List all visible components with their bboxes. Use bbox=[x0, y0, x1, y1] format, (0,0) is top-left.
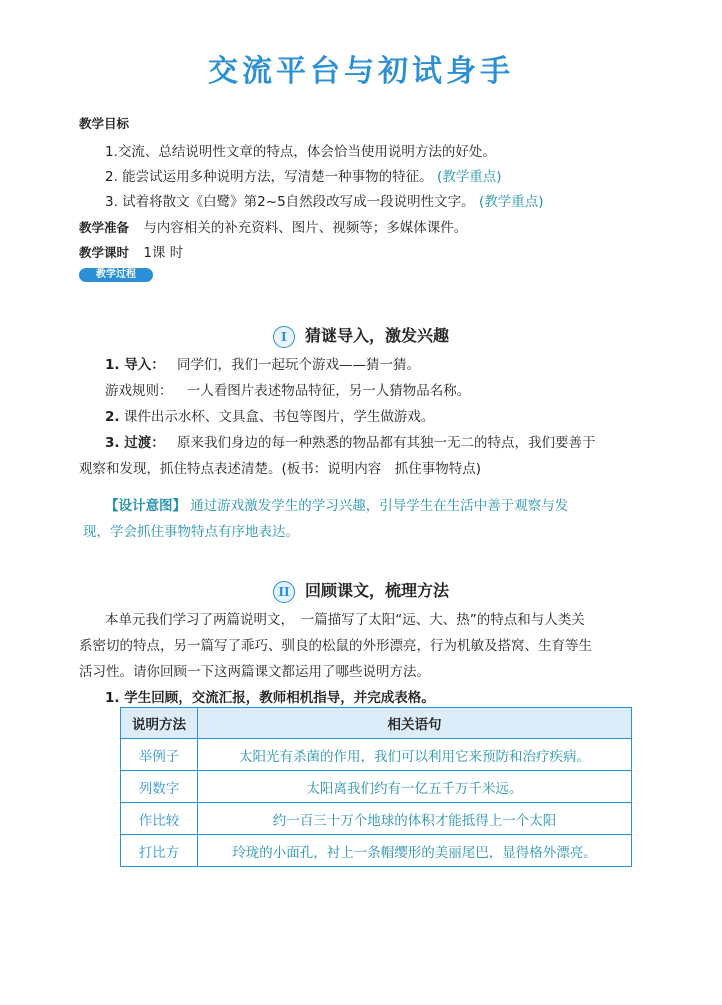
step-2 bbox=[105, 407, 434, 427]
step-1 bbox=[105, 355, 420, 375]
section-title: 回顾课文，梳理方法 bbox=[304, 581, 449, 600]
step-3-continued: 观察和发现，抓住特点表述清楚。(板书：说明内容 抓住事物特点) bbox=[79, 461, 482, 477]
section-1-heading bbox=[0, 325, 722, 348]
sentence-cell: 太阳光有杀菌的作用，我们可以利用它来预防和治疗疾病。 bbox=[198, 739, 632, 771]
method-cell: 举例子 bbox=[121, 739, 198, 771]
explanation-methods-table bbox=[120, 707, 632, 867]
sentence-cell: 约一百三十万个地球的体积才能抵得上一个太阳 bbox=[198, 803, 632, 835]
table-row bbox=[121, 771, 632, 803]
objective-item bbox=[105, 142, 496, 162]
sentence-cell: 太阳离我们约有一亿五千万千米远。 bbox=[198, 771, 632, 803]
table-row bbox=[121, 803, 632, 835]
teaching-process-badge: 教学过程 bbox=[79, 268, 153, 282]
game-rules bbox=[105, 381, 470, 401]
rules-label: 游戏规则： bbox=[105, 383, 173, 399]
objectives-heading: 教学目标 bbox=[79, 116, 130, 131]
step-label: 3. 过渡： bbox=[105, 435, 165, 451]
table-row bbox=[121, 835, 632, 867]
objective-item bbox=[105, 167, 502, 187]
key-point-tag: (教学重点) bbox=[478, 194, 544, 210]
table-header-row bbox=[121, 708, 632, 739]
preparation-label: 教学准备 bbox=[79, 220, 130, 235]
method-cell: 列数字 bbox=[121, 771, 198, 803]
section-title: 猜谜导入，激发兴趣 bbox=[304, 326, 449, 345]
roman-numeral-icon: I bbox=[273, 326, 295, 348]
objective-text: 1.交流、总结说明性文章的特点，体会恰当使用说明方法的好处。 bbox=[105, 144, 496, 160]
step-text: 原来我们身边的每一种熟悉的物品都有其独一无二的特点，我们要善于 bbox=[177, 435, 596, 451]
table-task: 1. 学生回顾，交流汇报，教师相机指导，并完成表格。 bbox=[105, 690, 435, 706]
period-label: 教学课时 bbox=[79, 245, 130, 260]
objective-item bbox=[105, 192, 544, 212]
design-intent-continued: 现，学会抓住事物特点有序地表达。 bbox=[83, 524, 299, 540]
column-header: 说明方法 bbox=[121, 708, 198, 739]
intro-paragraph-line: 系密切的特点，另一篇写了乖巧、驯良的松鼠的外形漂亮，行为机敏及搭窝、生育等生 bbox=[79, 638, 592, 654]
preparation-row bbox=[79, 218, 467, 238]
step-label: 2. bbox=[105, 409, 120, 425]
step-3 bbox=[105, 433, 596, 453]
period-row bbox=[79, 243, 183, 263]
step-label: 1. 导入： bbox=[105, 357, 165, 373]
design-intent bbox=[105, 496, 568, 516]
design-intent-label: 【设计意图】 bbox=[105, 498, 186, 514]
table-row bbox=[121, 739, 632, 771]
design-intent-text: 通过游戏激发学生的学习兴趣，引导学生在生活中善于观察与发 bbox=[190, 498, 569, 514]
rules-text: 一人看图片表述物品特征，另一人猜物品名称。 bbox=[186, 383, 471, 399]
method-cell: 作比较 bbox=[121, 803, 198, 835]
column-header: 相关语句 bbox=[198, 708, 632, 739]
intro-paragraph-line: 活习性。请你回顾一下这两篇课文都运用了哪些说明方法。 bbox=[79, 664, 430, 680]
objective-text: 2. 能尝试运用多种说明方法，写清楚一种事物的特征。 bbox=[105, 169, 433, 185]
method-cell: 打比方 bbox=[121, 835, 198, 867]
page-title: 交流平台与初试身手 bbox=[208, 54, 514, 89]
intro-paragraph-line: 本单元我们学习了两篇说明文， 一篇描写了太阳“远、大、热”的特点和与人类关 bbox=[105, 612, 585, 628]
sentence-cell: 玲珑的小面孔，衬上一条帽缨形的美丽尾巴，显得格外漂亮。 bbox=[198, 835, 632, 867]
section-2-heading bbox=[0, 580, 722, 603]
objective-text: 3. 试着将散文《白鹭》第2~5自然段改写成一段说明性文字。 bbox=[105, 194, 475, 210]
step-text: 课件出示水杯、文具盒、书包等图片，学生做游戏。 bbox=[123, 409, 435, 425]
preparation-text: 与内容相关的补充资料、图片、视频等；多媒体课件。 bbox=[143, 220, 468, 236]
roman-numeral-icon: II bbox=[273, 581, 295, 603]
period-text: 1课 时 bbox=[143, 245, 184, 261]
key-point-tag: (教学重点) bbox=[436, 169, 502, 185]
step-text: 同学们，我们一起玩个游戏——猜一猜。 bbox=[177, 357, 421, 373]
